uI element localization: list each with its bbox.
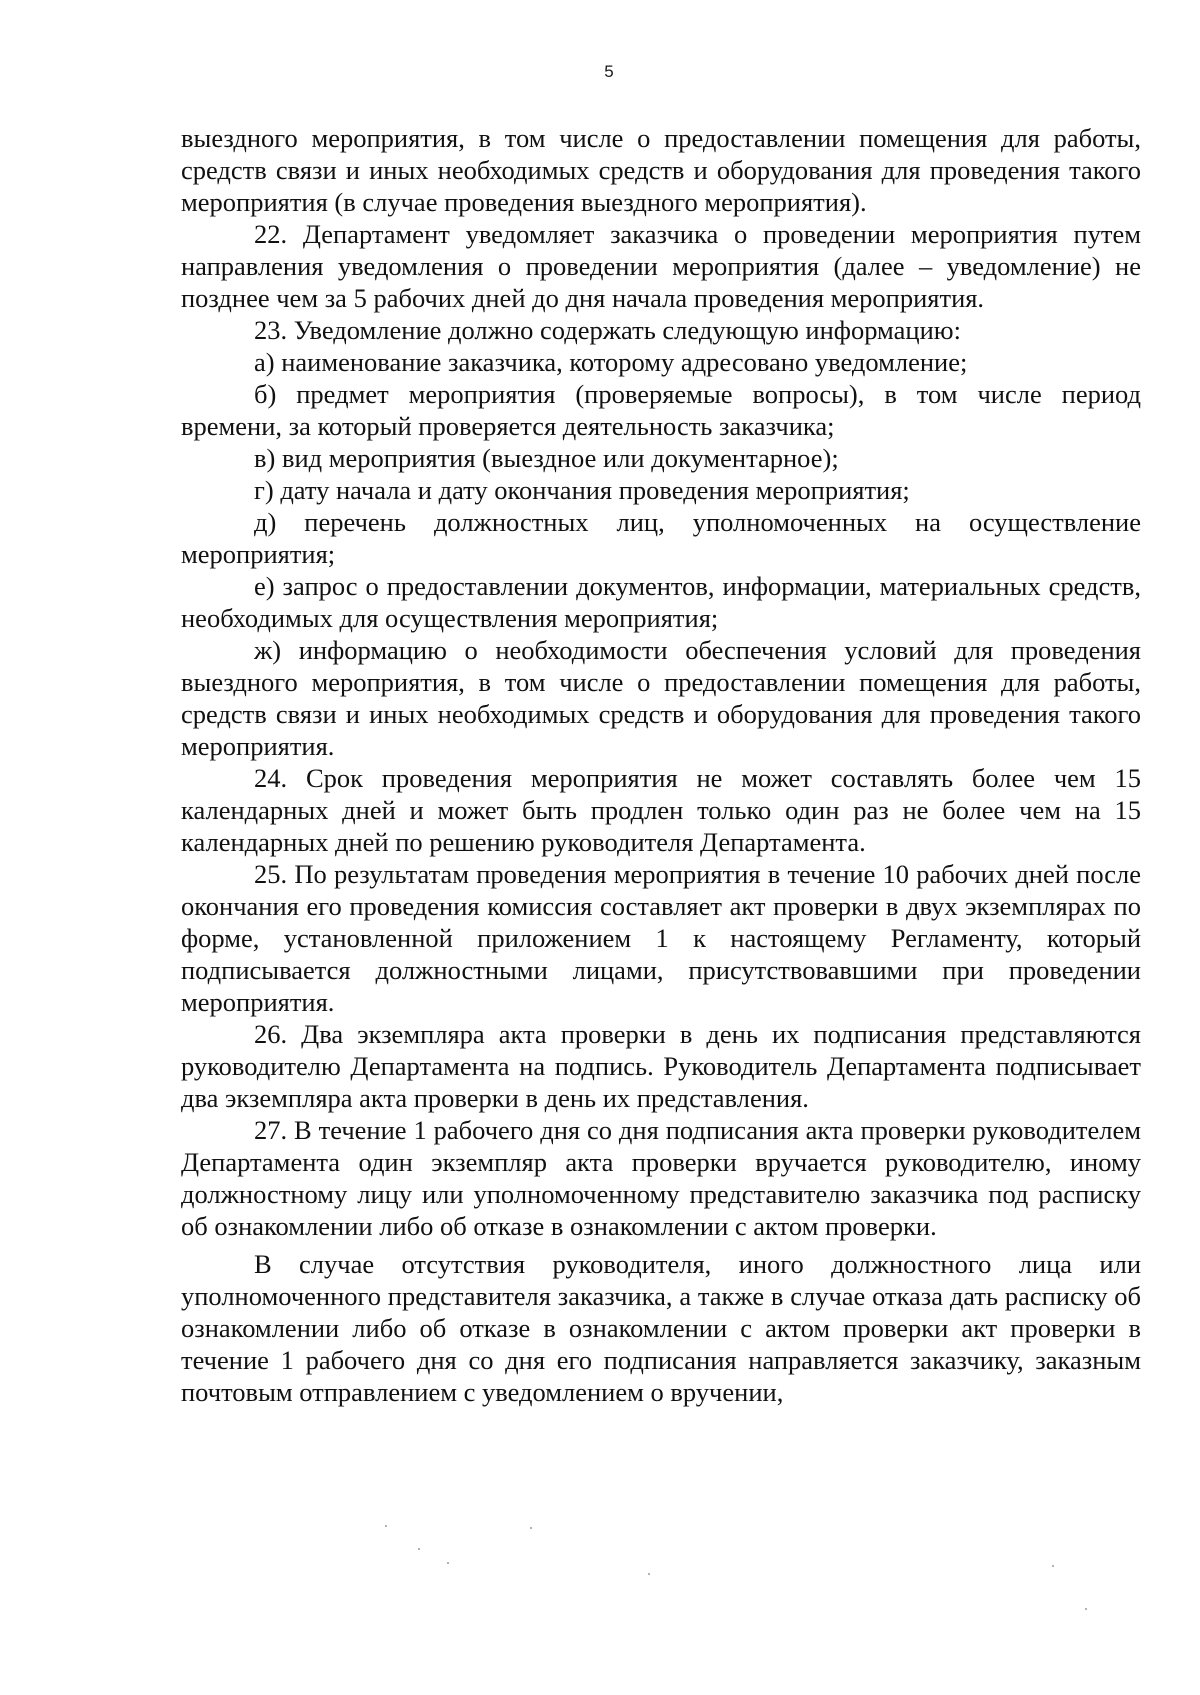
- scan-speck: [447, 1562, 449, 1564]
- paragraph-26: 26. Два экземпляра акта проверки в день их подписания представляются руководителю Департамента на подпись. Руководитель Департамента подписывает два экземпляра акта проверки в день их представления.: [181, 1019, 1141, 1113]
- scan-speck: [1085, 1608, 1087, 1610]
- paragraph-23-d: д) перечень должностных лиц, уполномоченных на осуществление мероприятия;: [181, 507, 1141, 569]
- paragraph-23-g: г) дату начала и дату окончания проведения мероприятия;: [254, 475, 910, 505]
- paragraph-24: 24. Срок проведения мероприятия не может составлять более чем 15 календарных дней и может быть продлен только один раз не более чем на 15 календарных дней по решению руководителя Департамента.: [181, 763, 1141, 857]
- scan-speck: [1052, 1565, 1054, 1567]
- scan-speck: [418, 1548, 420, 1550]
- paragraph-23-a: а) наименование заказчика, которому адресовано уведомление;: [254, 347, 968, 377]
- paragraph-27-continuation: В случае отсутствия руководителя, иного должностного лица или уполномоченного представителя заказчика, а также в случае отказа дать расписку об ознакомлении либо об отказе в ознакомлении с актом проверки акт проверки в течение 1 рабочего дня со дня его подписания направляется заказчику, заказным почтовым отправлением с уведомлением о вручении,: [181, 1249, 1141, 1407]
- paragraph-23-b: б) предмет мероприятия (проверяемые вопросы), в том числе период времени, за который проверяется деятельность заказчика;: [181, 379, 1141, 441]
- paragraph-25: 25. По результатам проведения мероприятия в течение 10 рабочих дней после окончания его проведения комиссия составляет акт проверки в двух экземплярах по форме, установленной приложением 1 к настоящему Регламенту, который подписывается должностными лицами, присутствовавшими при проведении мероприятия.: [181, 859, 1141, 1017]
- page-number: 5: [604, 62, 614, 81]
- document-body: [181, 122, 1141, 1408]
- scan-speck: [648, 1573, 650, 1575]
- paragraph-intro: выездного мероприятия, в том числе о предоставлении помещения для работы, средств связи и иных необходимых средств и оборудования для проведения такого мероприятия (в случае проведения выездного мероприятия).: [181, 123, 1141, 217]
- scan-speck: [385, 1525, 387, 1527]
- paragraph-23-v: в) вид мероприятия (выездное или документарное);: [254, 443, 839, 473]
- paragraph-23-e: е) запрос о предоставлении документов, информации, материальных средств, необходимых для осуществления мероприятия;: [181, 571, 1141, 633]
- paragraph-27: 27. В течение 1 рабочего дня со дня подписания акта проверки руководителем Департамента один экземпляр акта проверки вручается руководителю, иному должностному лицу или уполномоченному представителю заказчика под расписку об ознакомлении либо об отказе в ознакомлении с актом проверки.: [181, 1115, 1141, 1241]
- paragraph-22: 22. Департамент уведомляет заказчика о проведении мероприятия путем направления уведомления о проведении мероприятия (далее – уведомление) не позднее чем за 5 рабочих дней до дня начала проведения мероприятия.: [181, 219, 1141, 313]
- scan-speck: [530, 1527, 532, 1529]
- paragraph-23-zh: ж) информацию о необходимости обеспечения условий для проведения выездного мероприятия, в том числе о предоставлении помещения для работы, средств связи и иных необходимых средств и оборудования для проведения такого мероприятия.: [181, 635, 1141, 761]
- paragraph-23: 23. Уведомление должно содержать следующую информацию:: [254, 315, 961, 345]
